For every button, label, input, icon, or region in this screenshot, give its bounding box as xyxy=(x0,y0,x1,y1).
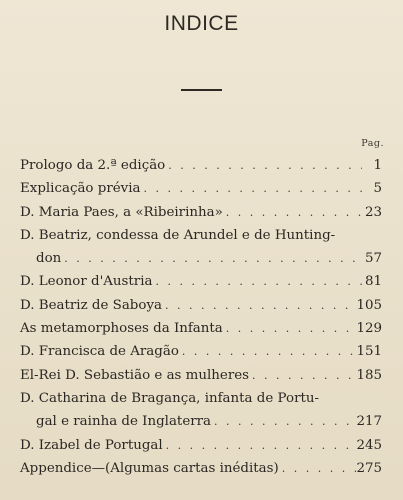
toc-entry-title: gal e rainha de Inglaterra xyxy=(36,414,212,430)
toc-entry-title: Appendice—(Algumas cartas inéditas) xyxy=(20,460,279,476)
dot-leader xyxy=(162,294,356,317)
dot-leader xyxy=(152,270,362,293)
toc-entry xyxy=(20,317,382,340)
toc-entry-title-line1: D. Catharina de Bragança, infanta de Portu- xyxy=(20,390,319,406)
dot-leader xyxy=(279,457,357,480)
dot-leader xyxy=(165,154,362,177)
dot-leader xyxy=(223,201,362,224)
toc-entry xyxy=(20,177,382,200)
toc-entry-page: 185 xyxy=(356,367,382,383)
toc-entry xyxy=(20,201,382,224)
toc-entry-title: D. Beatriz de Saboya xyxy=(20,297,162,313)
dot-leader xyxy=(163,434,357,457)
dot-leader xyxy=(140,177,362,200)
toc-entry-title: As metamorphoses da Infanta xyxy=(20,321,223,337)
dot-leader xyxy=(179,340,357,363)
table-of-contents xyxy=(20,154,382,480)
toc-entry-page: 57 xyxy=(364,251,382,267)
toc-entry-title: El-Rei D. Sebastião e as mulheres xyxy=(20,367,250,383)
toc-entry xyxy=(20,270,382,293)
toc-entry-title: Prologo da 2.ª edição xyxy=(20,158,166,173)
toc-entry xyxy=(20,364,382,387)
toc-entry-title: D. Maria Paes, a «Ribeirinha» xyxy=(20,204,223,220)
toc-entry-page: 217 xyxy=(356,414,382,430)
toc-entry-title: D. Francisca de Aragão xyxy=(20,344,179,360)
dot-leader xyxy=(223,317,357,340)
title-rule xyxy=(181,89,222,91)
toc-entry xyxy=(20,154,382,177)
toc-entry xyxy=(20,294,382,317)
toc-entry-title: Explicação prévia xyxy=(20,181,141,197)
toc-entry-page: 23 xyxy=(364,204,382,220)
toc-entry-page: 245 xyxy=(356,437,382,453)
toc-entry-title-line1: D. Beatriz, condessa de Arundel e de Hunting- xyxy=(20,227,336,243)
toc-entry xyxy=(20,434,382,457)
toc-entry-page: 275 xyxy=(356,460,382,476)
toc-entry-page: 105 xyxy=(356,297,382,313)
toc-entry-title: don xyxy=(36,251,62,267)
toc-entry-page: 1 xyxy=(373,158,382,173)
dot-leader xyxy=(211,410,356,433)
page-column-label: Pag. xyxy=(361,138,384,149)
toc-entry-page: 5 xyxy=(373,181,382,197)
page-title: INDICE xyxy=(164,12,239,35)
toc-entry xyxy=(20,410,382,433)
toc-entry-page: 81 xyxy=(364,274,382,290)
toc-entry xyxy=(20,457,382,480)
toc-entry-title: D. Izabel de Portugal xyxy=(20,437,163,453)
dot-leader xyxy=(61,247,362,270)
toc-entry-page: 151 xyxy=(356,344,382,360)
toc-entry xyxy=(20,340,382,363)
toc-entry-page: 129 xyxy=(356,321,382,337)
dot-leader xyxy=(249,364,356,387)
toc-entry-title: D. Leonor d'Austria xyxy=(20,274,153,290)
toc-entry xyxy=(20,247,382,270)
